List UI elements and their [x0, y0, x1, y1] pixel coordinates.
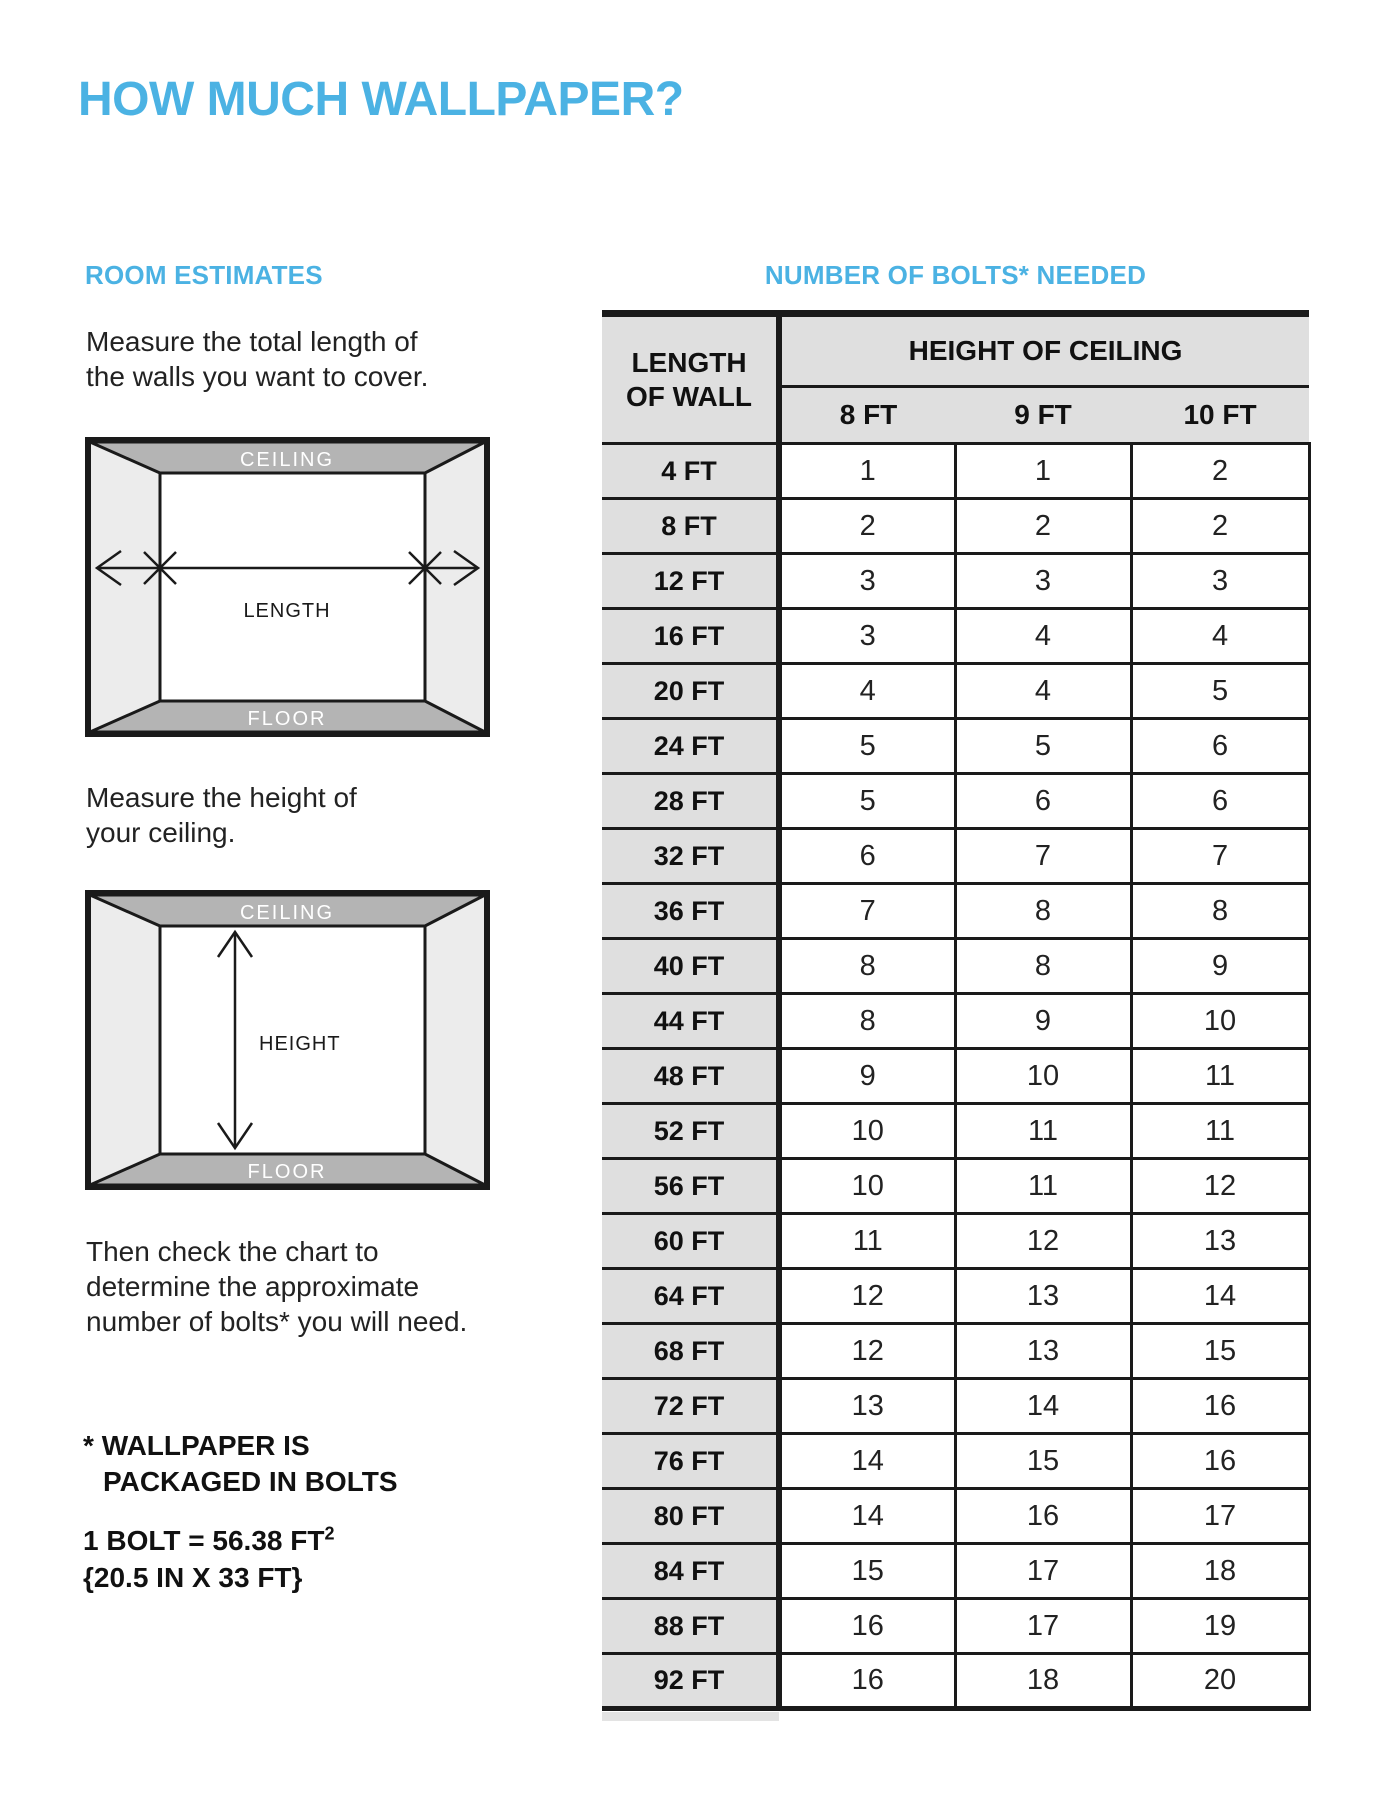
- length-diagram: [85, 437, 490, 737]
- bolt-size-info: [83, 1522, 334, 1596]
- table-header-row: [602, 314, 1309, 387]
- bolt-count-cell: 10: [779, 1104, 955, 1159]
- bolt-count-cell: 2: [1131, 444, 1309, 499]
- bolt-count-cell: 12: [779, 1324, 955, 1379]
- instruction-chart: [86, 1234, 467, 1339]
- wall-length-label: 8 FT: [602, 499, 779, 554]
- footnote-line: [83, 1428, 398, 1464]
- floor-label: FLOOR: [247, 1161, 327, 1183]
- bolt-count-cell: 6: [1131, 719, 1309, 774]
- bolt-exponent: 2: [324, 1523, 335, 1544]
- bolt-count-cell: 13: [955, 1269, 1131, 1324]
- instruction-line: determine the approximate: [86, 1271, 420, 1302]
- bolts-footnote: [83, 1428, 398, 1500]
- wall-length-label: 56 FT: [602, 1159, 779, 1214]
- bolt-count-cell: 6: [1131, 774, 1309, 829]
- footnote-marker: *: [83, 1430, 94, 1461]
- bolt-count-cell: 10: [779, 1159, 955, 1214]
- table-row: [602, 1489, 1309, 1544]
- bolt-count-cell: 16: [1131, 1434, 1309, 1489]
- wall-length-label: 12 FT: [602, 554, 779, 609]
- table-row: [602, 1269, 1309, 1324]
- bolt-count-cell: 16: [779, 1599, 955, 1654]
- bolt-count-cell: 15: [955, 1434, 1131, 1489]
- height-diagram: [85, 890, 490, 1190]
- bolt-count-cell: 13: [1131, 1214, 1309, 1269]
- wall-length-label: 52 FT: [602, 1104, 779, 1159]
- wall-length-label: 44 FT: [602, 994, 779, 1049]
- bolts-table: [602, 310, 1311, 1711]
- bolt-count-cell: 2: [955, 499, 1131, 554]
- bolt-count-cell: 17: [955, 1599, 1131, 1654]
- table-row: [602, 884, 1309, 939]
- wall-length-label: 4 FT: [602, 444, 779, 499]
- bolt-count-cell: 12: [1131, 1159, 1309, 1214]
- bolt-count-cell: 11: [1131, 1049, 1309, 1104]
- bolt-count-cell: 14: [1131, 1269, 1309, 1324]
- bolt-count-cell: 8: [779, 994, 955, 1049]
- table-row: [602, 499, 1309, 554]
- bolt-equation-text: 1 BOLT = 56.38 FT: [83, 1525, 325, 1556]
- bolt-count-cell: 5: [779, 719, 955, 774]
- wall-length-label: 24 FT: [602, 719, 779, 774]
- bolt-count-cell: 3: [955, 554, 1131, 609]
- wall-length-label: 80 FT: [602, 1489, 779, 1544]
- table-row: [602, 1544, 1309, 1599]
- footnote-text: WALLPAPER IS: [101, 1430, 310, 1461]
- bolt-count-cell: 5: [1131, 664, 1309, 719]
- bolt-count-cell: 1: [955, 444, 1131, 499]
- bolt-count-cell: 8: [779, 939, 955, 994]
- bolt-count-cell: 8: [955, 939, 1131, 994]
- bolt-count-cell: 14: [955, 1379, 1131, 1434]
- bolt-count-cell: 10: [1131, 994, 1309, 1049]
- page-title: HOW MUCH WALLPAPER?: [78, 73, 684, 126]
- bolt-count-cell: 12: [955, 1214, 1131, 1269]
- bolt-count-cell: 9: [955, 994, 1131, 1049]
- wall-length-label: 40 FT: [602, 939, 779, 994]
- bolt-count-cell: 3: [779, 609, 955, 664]
- table-row: [602, 1049, 1309, 1104]
- bolt-count-cell: 4: [955, 609, 1131, 664]
- instruction-line: the walls you want to cover.: [86, 361, 429, 392]
- wall-length-label: 48 FT: [602, 1049, 779, 1104]
- table-row: [602, 444, 1309, 499]
- bolt-count-cell: 15: [779, 1544, 955, 1599]
- back-wall: [160, 473, 425, 701]
- bolts-table-body: [602, 444, 1309, 1709]
- bolt-count-cell: 17: [1131, 1489, 1309, 1544]
- wall-length-label: 76 FT: [602, 1434, 779, 1489]
- bolt-count-cell: 9: [1131, 939, 1309, 994]
- wall-length-label: 84 FT: [602, 1544, 779, 1599]
- table-row: [602, 1654, 1309, 1709]
- bolt-count-cell: 16: [1131, 1379, 1309, 1434]
- table-row: [602, 609, 1309, 664]
- wall-length-label: 36 FT: [602, 884, 779, 939]
- bolt-count-cell: 14: [779, 1434, 955, 1489]
- instruction-length: [86, 324, 428, 394]
- bolt-count-cell: 16: [779, 1654, 955, 1709]
- height-of-ceiling-header: HEIGHT OF CEILING: [779, 314, 1309, 387]
- bolt-count-cell: 5: [955, 719, 1131, 774]
- bolt-count-cell: 18: [955, 1654, 1131, 1709]
- bolt-count-cell: 8: [1131, 884, 1309, 939]
- table-row: [602, 1434, 1309, 1489]
- wall-length-label: 28 FT: [602, 774, 779, 829]
- bolt-equation: [83, 1522, 334, 1559]
- bolt-count-cell: 18: [1131, 1544, 1309, 1599]
- bolt-count-cell: 7: [955, 829, 1131, 884]
- bolt-dimensions: {20.5 IN X 33 FT}: [83, 1562, 303, 1593]
- instruction-line: Measure the total length of: [86, 326, 418, 357]
- wall-length-label: 68 FT: [602, 1324, 779, 1379]
- bolt-count-cell: 10: [955, 1049, 1131, 1104]
- bolt-count-cell: 13: [955, 1324, 1131, 1379]
- bolt-count-cell: 2: [1131, 499, 1309, 554]
- col-header-10ft: 10 FT: [1131, 387, 1309, 444]
- instruction-line: number of bolts* you will need.: [86, 1306, 468, 1337]
- bolt-count-cell: 16: [955, 1489, 1131, 1544]
- bolt-count-cell: 3: [1131, 554, 1309, 609]
- table-row: [602, 1324, 1309, 1379]
- instruction-line: Measure the height of: [86, 782, 357, 813]
- bolt-count-cell: 1: [779, 444, 955, 499]
- table-row: [602, 1104, 1309, 1159]
- table-row: [602, 1159, 1309, 1214]
- length-of-wall-header: [602, 314, 779, 444]
- wall-length-label: 88 FT: [602, 1599, 779, 1654]
- bolt-count-cell: 17: [955, 1544, 1131, 1599]
- wall-length-label: 60 FT: [602, 1214, 779, 1269]
- table-row: [602, 719, 1309, 774]
- bolt-count-cell: 6: [955, 774, 1131, 829]
- room-estimates-heading: ROOM ESTIMATES: [85, 260, 323, 290]
- length-measure-label: LENGTH: [243, 600, 331, 622]
- bolt-count-cell: 14: [779, 1489, 955, 1544]
- bolt-count-cell: 4: [955, 664, 1131, 719]
- bolt-count-cell: 11: [779, 1214, 955, 1269]
- instruction-height: [86, 780, 357, 850]
- bolt-count-cell: 7: [779, 884, 955, 939]
- bolt-count-cell: 2: [779, 499, 955, 554]
- bolt-count-cell: 3: [779, 554, 955, 609]
- wall-length-label: 16 FT: [602, 609, 779, 664]
- bolt-count-cell: 6: [779, 829, 955, 884]
- table-row: [602, 664, 1309, 719]
- table-row: [602, 1214, 1309, 1269]
- instruction-line: your ceiling.: [86, 817, 236, 848]
- table-row: [602, 939, 1309, 994]
- table-footer-strip: [602, 1712, 779, 1721]
- bolt-count-cell: 20: [1131, 1654, 1309, 1709]
- bolt-count-cell: 13: [779, 1379, 955, 1434]
- col-header-9ft: 9 FT: [955, 387, 1131, 444]
- wall-length-label: 20 FT: [602, 664, 779, 719]
- table-row: [602, 1379, 1309, 1434]
- floor-label: FLOOR: [247, 708, 327, 730]
- height-measure-label: HEIGHT: [259, 1033, 341, 1055]
- bolt-count-cell: 19: [1131, 1599, 1309, 1654]
- wall-length-label: 64 FT: [602, 1269, 779, 1324]
- bolt-count-cell: 12: [779, 1269, 955, 1324]
- ceiling-label: CEILING: [239, 449, 335, 471]
- ceiling-label: CEILING: [239, 902, 335, 924]
- table-row: [602, 1599, 1309, 1654]
- bolt-count-cell: 5: [779, 774, 955, 829]
- bolt-count-cell: 9: [779, 1049, 955, 1104]
- bolt-count-cell: 11: [1131, 1104, 1309, 1159]
- header-line: OF WALL: [626, 380, 752, 412]
- bolt-count-cell: 15: [1131, 1324, 1309, 1379]
- bolt-count-cell: 4: [1131, 609, 1309, 664]
- bolt-count-cell: 8: [955, 884, 1131, 939]
- col-header-8ft: 8 FT: [779, 387, 955, 444]
- wall-length-label: 32 FT: [602, 829, 779, 884]
- table-row: [602, 774, 1309, 829]
- bolts-table-heading: NUMBER OF BOLTS* NEEDED: [764, 260, 1147, 290]
- header-line: LENGTH: [631, 346, 747, 378]
- bolt-count-cell: 4: [779, 664, 955, 719]
- table-row: [602, 829, 1309, 884]
- wall-length-label: 92 FT: [602, 1654, 779, 1709]
- bolt-count-cell: 7: [1131, 829, 1309, 884]
- footnote-line: PACKAGED IN BOLTS: [103, 1466, 398, 1497]
- wall-length-label: 72 FT: [602, 1379, 779, 1434]
- instruction-line: Then check the chart to: [86, 1236, 379, 1267]
- bolt-count-cell: 11: [955, 1104, 1131, 1159]
- bolt-count-cell: 11: [955, 1159, 1131, 1214]
- table-row: [602, 994, 1309, 1049]
- table-row: [602, 554, 1309, 609]
